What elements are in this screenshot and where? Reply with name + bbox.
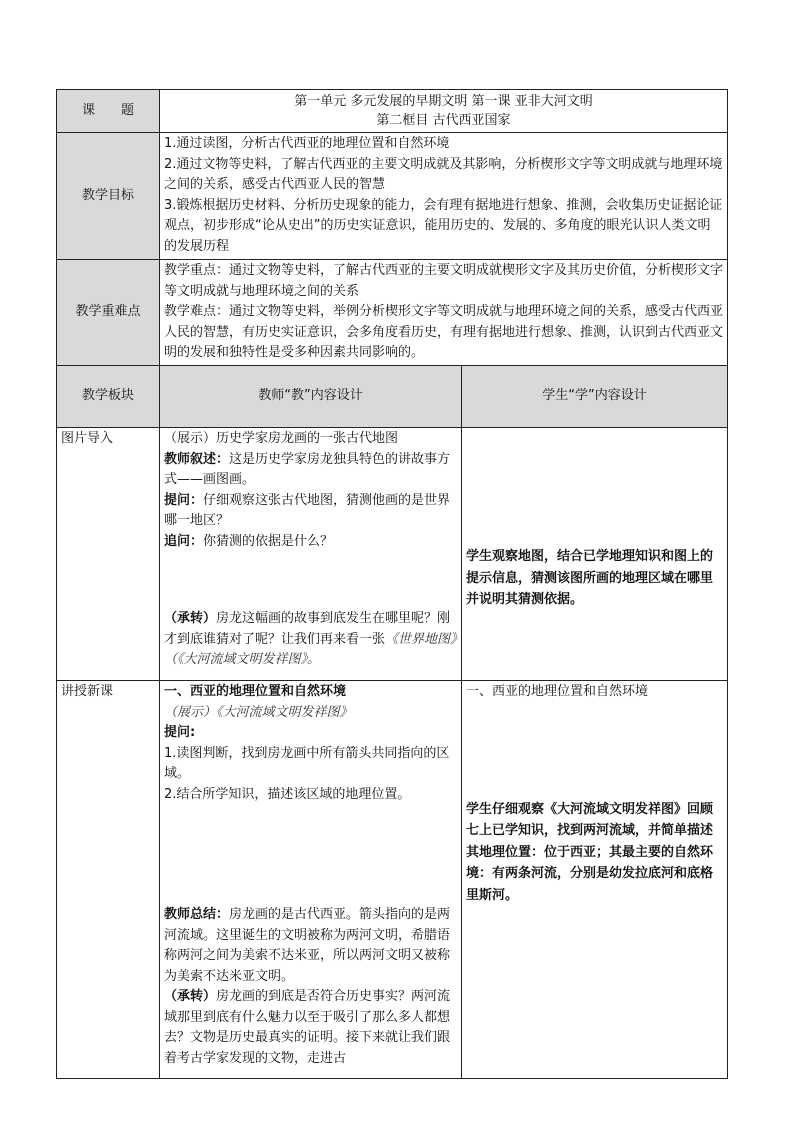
course-title-cell: [160, 90, 728, 133]
objective-item: 3.锻炼根据历史材料、分析历史现象的能力，会有理有据地进行想象、推测，会收集历史证据论证观点，初步形成“论从史出”的历史实证意识，能用历史的、发展的、多角度的眼光认识人类文明的发展历程: [164, 197, 723, 254]
objective-item: 2.通过文物等史料，了解古代西亚的主要文明成就及其影响，分析楔形文字等文明成就与地理环境之间的关系，感受古代西亚人民的智慧: [164, 156, 723, 192]
section-intro-row: [57, 428, 728, 681]
lesson-heading: 一、西亚的地理位置和自然环境: [164, 684, 347, 699]
intro-transition: [164, 609, 457, 671]
spacer: [466, 703, 723, 799]
objectives-row: [57, 133, 728, 260]
key-points-row: [57, 260, 728, 366]
lesson-transition: [164, 987, 457, 1069]
intro-narrate-text: 这是历史学家房龙独具特色的讲故事方式——画图画。: [164, 451, 451, 487]
intro-transition-label: （承转）: [164, 611, 217, 626]
intro-followup-text: 你猜测的依据是什么？: [203, 533, 334, 549]
intro-transition-book: 《世界地图》（《大河流域文明发祥图》。: [164, 631, 457, 667]
objectives-cell: [160, 133, 728, 260]
column-header-row: [57, 366, 728, 428]
intro-followup: [164, 532, 457, 553]
intro-narrate: [164, 450, 457, 491]
intro-ask: [164, 491, 457, 532]
lesson-transition-text: 房龙画的到底是否符合历史事实？两河流域那里到底有什么魅力以至于吸引了那么多人都想去？文物是历史最真实的证明。接下来就让我们跟着考古学家发现的文物，走进古: [164, 989, 451, 1066]
column-header-module: 教学板块: [57, 366, 160, 428]
course-label: 课 题: [57, 90, 160, 133]
intro-narrate-label: 教师叙述：: [164, 451, 230, 467]
lesson-summary: [164, 905, 457, 987]
column-header-student: 学生“学”内容设计: [462, 366, 728, 428]
section-lesson-teacher: [160, 681, 462, 1079]
section-lesson-student: [462, 681, 728, 1079]
key-points-label: 教学重难点: [57, 260, 160, 366]
lesson-ask-label: 提问:: [164, 725, 196, 740]
spacer: [164, 805, 457, 905]
objective-item: 1.通过读图，分析古代西亚的地理位置和自然环境: [164, 136, 450, 151]
lesson-summary-label: 教师总结：: [164, 907, 230, 922]
course-title-line1: 第一单元 多元发展的早期文明 第一课 亚非大河文明: [294, 94, 593, 109]
section-lesson-row: [57, 681, 728, 1079]
intro-transition-text: 房龙这幅画的故事到底发生在哪里呢？刚才到底谁猜对了呢？让我们再来看一张: [164, 611, 451, 647]
lesson-transition-label: （承转）: [164, 989, 217, 1004]
course-row: [57, 90, 728, 133]
section-intro-module: 图片导入: [57, 428, 160, 681]
lesson-plan-sheet: [56, 89, 727, 1078]
lesson-question-2: 2.结合所学知识，描述该区域的地理位置。: [164, 786, 411, 802]
lesson-student-heading: 一、西亚的地理位置和自然环境: [466, 684, 649, 699]
lesson-question-1: 1.读图判断，找到房龙画中所有箭头共同指向的区域。: [164, 745, 450, 781]
objectives-label: 教学目标: [57, 133, 160, 260]
intro-student-text: 学生观察地图，结合已学地理知识和图上的提示信息，猜测该图所画的地理区域在哪里并说明其猜测依据。: [466, 549, 714, 608]
intro-ask-label: 提问：: [164, 492, 204, 508]
lesson-plan-table: [56, 89, 728, 1079]
intro-ask-text: 仔细观察这张古代地图，猜测他画的是世界哪一地区？: [164, 492, 451, 528]
key-points-cell: [160, 260, 728, 366]
intro-show: （展示）历史学家房龙画的一张古代地图: [164, 431, 399, 446]
column-header-teacher: 教师“教”内容设计: [160, 366, 462, 428]
teaching-difficulty: 教学难点：通过文物等史料，举例分析楔形文字等文明成就与地理环境之间的关系，感受古代西亚人民的智慧，有历史实证意识，会多角度看历史，有理有据地进行想象、推测，认识到古代西亚文明的发展和独特性是受多种因素共同影响的。: [164, 304, 724, 360]
teaching-focus: 教学重点：通过文物等史料，了解古代西亚的主要文明成就楔形文字及其历史价值，分析楔形文字等文明成就与地理环境之间的关系: [164, 263, 724, 299]
lesson-show: （展示）《大河流域文明发祥图》: [164, 704, 353, 720]
lesson-student-text: 学生仔细观察《大河流域文明发祥图》回顾七上已学知识，找到两河流域，并简单描述其地理位置：位于西亚；其最主要的自然环境：有两条河流，分别是幼发拉底河和底格里斯河。: [466, 801, 714, 903]
spacer: [164, 552, 457, 609]
lesson-summary-text: 房龙画的是古代西亚。箭头指向的是两河流域。这里诞生的文明被称为两河文明，希腊语称两河之间为美索不达米亚，所以两河文明又被称为美索不达米亚文明。: [164, 907, 451, 984]
section-lesson-module: 讲授新课: [57, 681, 160, 1079]
course-title-line2: 第二框目 古代西亚国家: [376, 113, 511, 128]
section-intro-teacher: [160, 428, 462, 681]
intro-followup-label: 追问：: [164, 533, 204, 549]
section-intro-student: [462, 428, 728, 681]
